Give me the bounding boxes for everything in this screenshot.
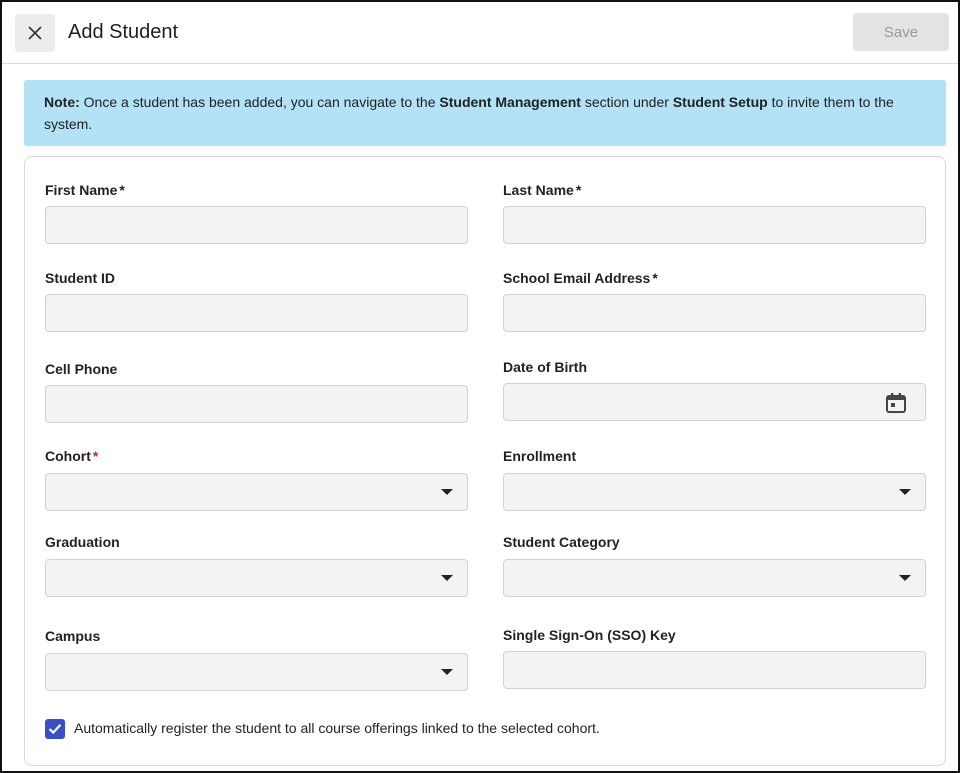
school-email-input[interactable] <box>503 294 926 332</box>
enrollment-label: Enrollment <box>503 448 577 464</box>
student-id-input[interactable] <box>45 294 468 332</box>
last-name-input[interactable] <box>503 206 926 244</box>
save-button[interactable]: Save <box>853 13 949 51</box>
graduation-label: Graduation <box>45 534 120 550</box>
campus-label: Campus <box>45 628 101 644</box>
first-name-input[interactable] <box>45 206 468 244</box>
note-text-3: to invite them to the system. <box>44 94 894 132</box>
student-category-label: Student Category <box>503 534 620 550</box>
cohort-select[interactable] <box>45 473 468 511</box>
note-text-1: Once a student has been added, you can navigate to the <box>79 94 440 110</box>
chevron-down-icon <box>441 575 453 581</box>
required-mark: * <box>92 448 99 464</box>
close-button[interactable] <box>15 14 55 52</box>
required-mark: * <box>119 182 125 198</box>
student-id-label: Student ID <box>45 270 115 286</box>
auto-register-checkbox[interactable] <box>45 719 65 739</box>
chevron-down-icon <box>899 489 911 495</box>
cohort-label: Cohort * <box>45 448 99 464</box>
chevron-down-icon <box>441 669 453 675</box>
note-student-management: Student Management <box>439 94 581 110</box>
graduation-select[interactable] <box>45 559 468 597</box>
note-student-setup: Student Setup <box>672 94 768 110</box>
campus-select[interactable] <box>45 653 468 691</box>
checkmark-icon <box>48 723 62 735</box>
sso-key-label: Single Sign-On (SSO) Key <box>503 627 676 643</box>
chevron-down-icon <box>899 575 911 581</box>
date-of-birth-input[interactable] <box>503 383 926 421</box>
chevron-down-icon <box>441 489 453 495</box>
note-prefix: Note: <box>44 94 80 110</box>
note-text-2: section under <box>580 94 673 110</box>
school-email-label: School Email Address * <box>503 270 658 286</box>
cell-phone-label: Cell Phone <box>45 361 118 377</box>
dialog-title: Add Student <box>68 21 179 43</box>
info-note <box>24 80 946 146</box>
enrollment-select[interactable] <box>503 473 926 511</box>
close-icon <box>27 25 43 41</box>
last-name-label: Last Name * <box>503 182 582 198</box>
calendar-icon[interactable] <box>885 392 907 414</box>
sso-key-input[interactable] <box>503 651 926 689</box>
required-mark: * <box>652 270 658 286</box>
required-mark: * <box>575 182 582 198</box>
student-category-select[interactable] <box>503 559 926 597</box>
auto-register-label[interactable]: Automatically register the student to all course offerings linked to the selected cohort. <box>74 720 600 736</box>
cell-phone-input[interactable] <box>45 385 468 423</box>
date-of-birth-label: Date of Birth <box>503 359 587 375</box>
dialog-header <box>2 2 958 64</box>
first-name-label: First Name * <box>45 182 125 198</box>
